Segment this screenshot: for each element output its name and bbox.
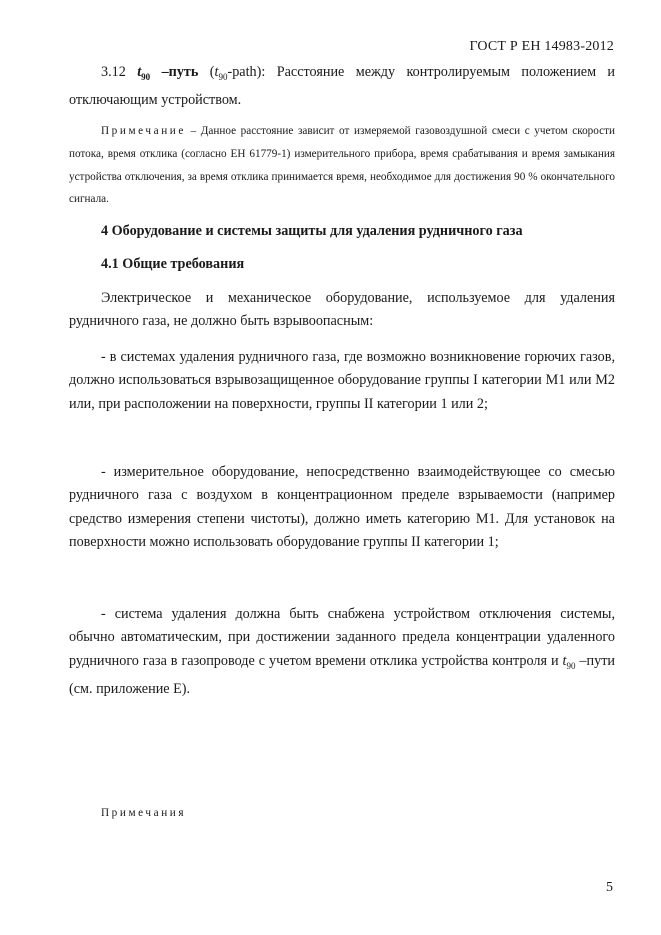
list-item-text-end: –пути (см. приложение Е).	[69, 652, 615, 698]
document-header: ГОСТ Р ЕН 14983-2012	[469, 39, 614, 54]
page-number: 5	[606, 880, 613, 895]
t90-symbol: t	[562, 652, 567, 669]
term-en-rest: -path):	[227, 64, 266, 80]
t90-subscript: 90	[566, 660, 576, 671]
term-en-subscript: 90	[218, 71, 228, 82]
note-paragraph	[69, 120, 615, 211]
section-heading: 4 Оборудование и системы защиты для удаления рудничного газа	[101, 223, 523, 239]
list-item	[69, 603, 615, 701]
subsection-heading: 4.1 Общие требования	[101, 256, 245, 272]
list-item: - измерительное оборудование, непосредственно взаимодействующее со смесью рудничного газа с воздухом в концентрационном пределе взрываемости (например средство измерения степени чистоты), должно иметь категорию М1. Для установок на поверхности можно использовать оборудование группы II категории 1;	[69, 464, 615, 551]
term-word: –путь	[161, 64, 199, 80]
note-label: Примечание	[101, 125, 186, 137]
note-text: – Данное расстояние зависит от измеряемой газовоздушной смеси с учетом скорости потока, время отклика (согласно ЕН 61779-1) измерительного прибора, время срабатывания и время замыкания устройства отключения, за время отклика принимается время, необходимое для достижения 90 % окончательного сигнала.	[69, 125, 615, 206]
list-item-text: - система удаления должна быть снабжена устройством отключения системы, обычно автоматическим, при достижении заданного предела концентрации удаленного рудничного газа в газопроводе с учетом времени отклика устройства контроля и	[69, 606, 615, 669]
term-definition	[69, 61, 615, 113]
term-symbol: t	[137, 64, 142, 80]
term-definition-text: Расстояние между контролируемым положением и отключающим устройством.	[69, 64, 616, 109]
term-en-symbol: t	[214, 64, 219, 80]
term-number: 3.12	[101, 64, 126, 80]
notes-label: Примечания	[101, 807, 187, 819]
list-item: - в системах удаления рудничного газа, где возможно возникновение горючих газов, должно использоваться взрывозащищенное оборудование группы I категории М1 или М2 или, при расположении на поверхности, группы II категории 1 или 2;	[69, 349, 615, 412]
intro-paragraph: Электрическое и механическое оборудование, используемое для удаления рудничного газа, не должно быть взрывоопасным:	[69, 290, 615, 330]
term-en-open: (	[209, 64, 215, 80]
term-subscript: 90	[141, 71, 151, 82]
